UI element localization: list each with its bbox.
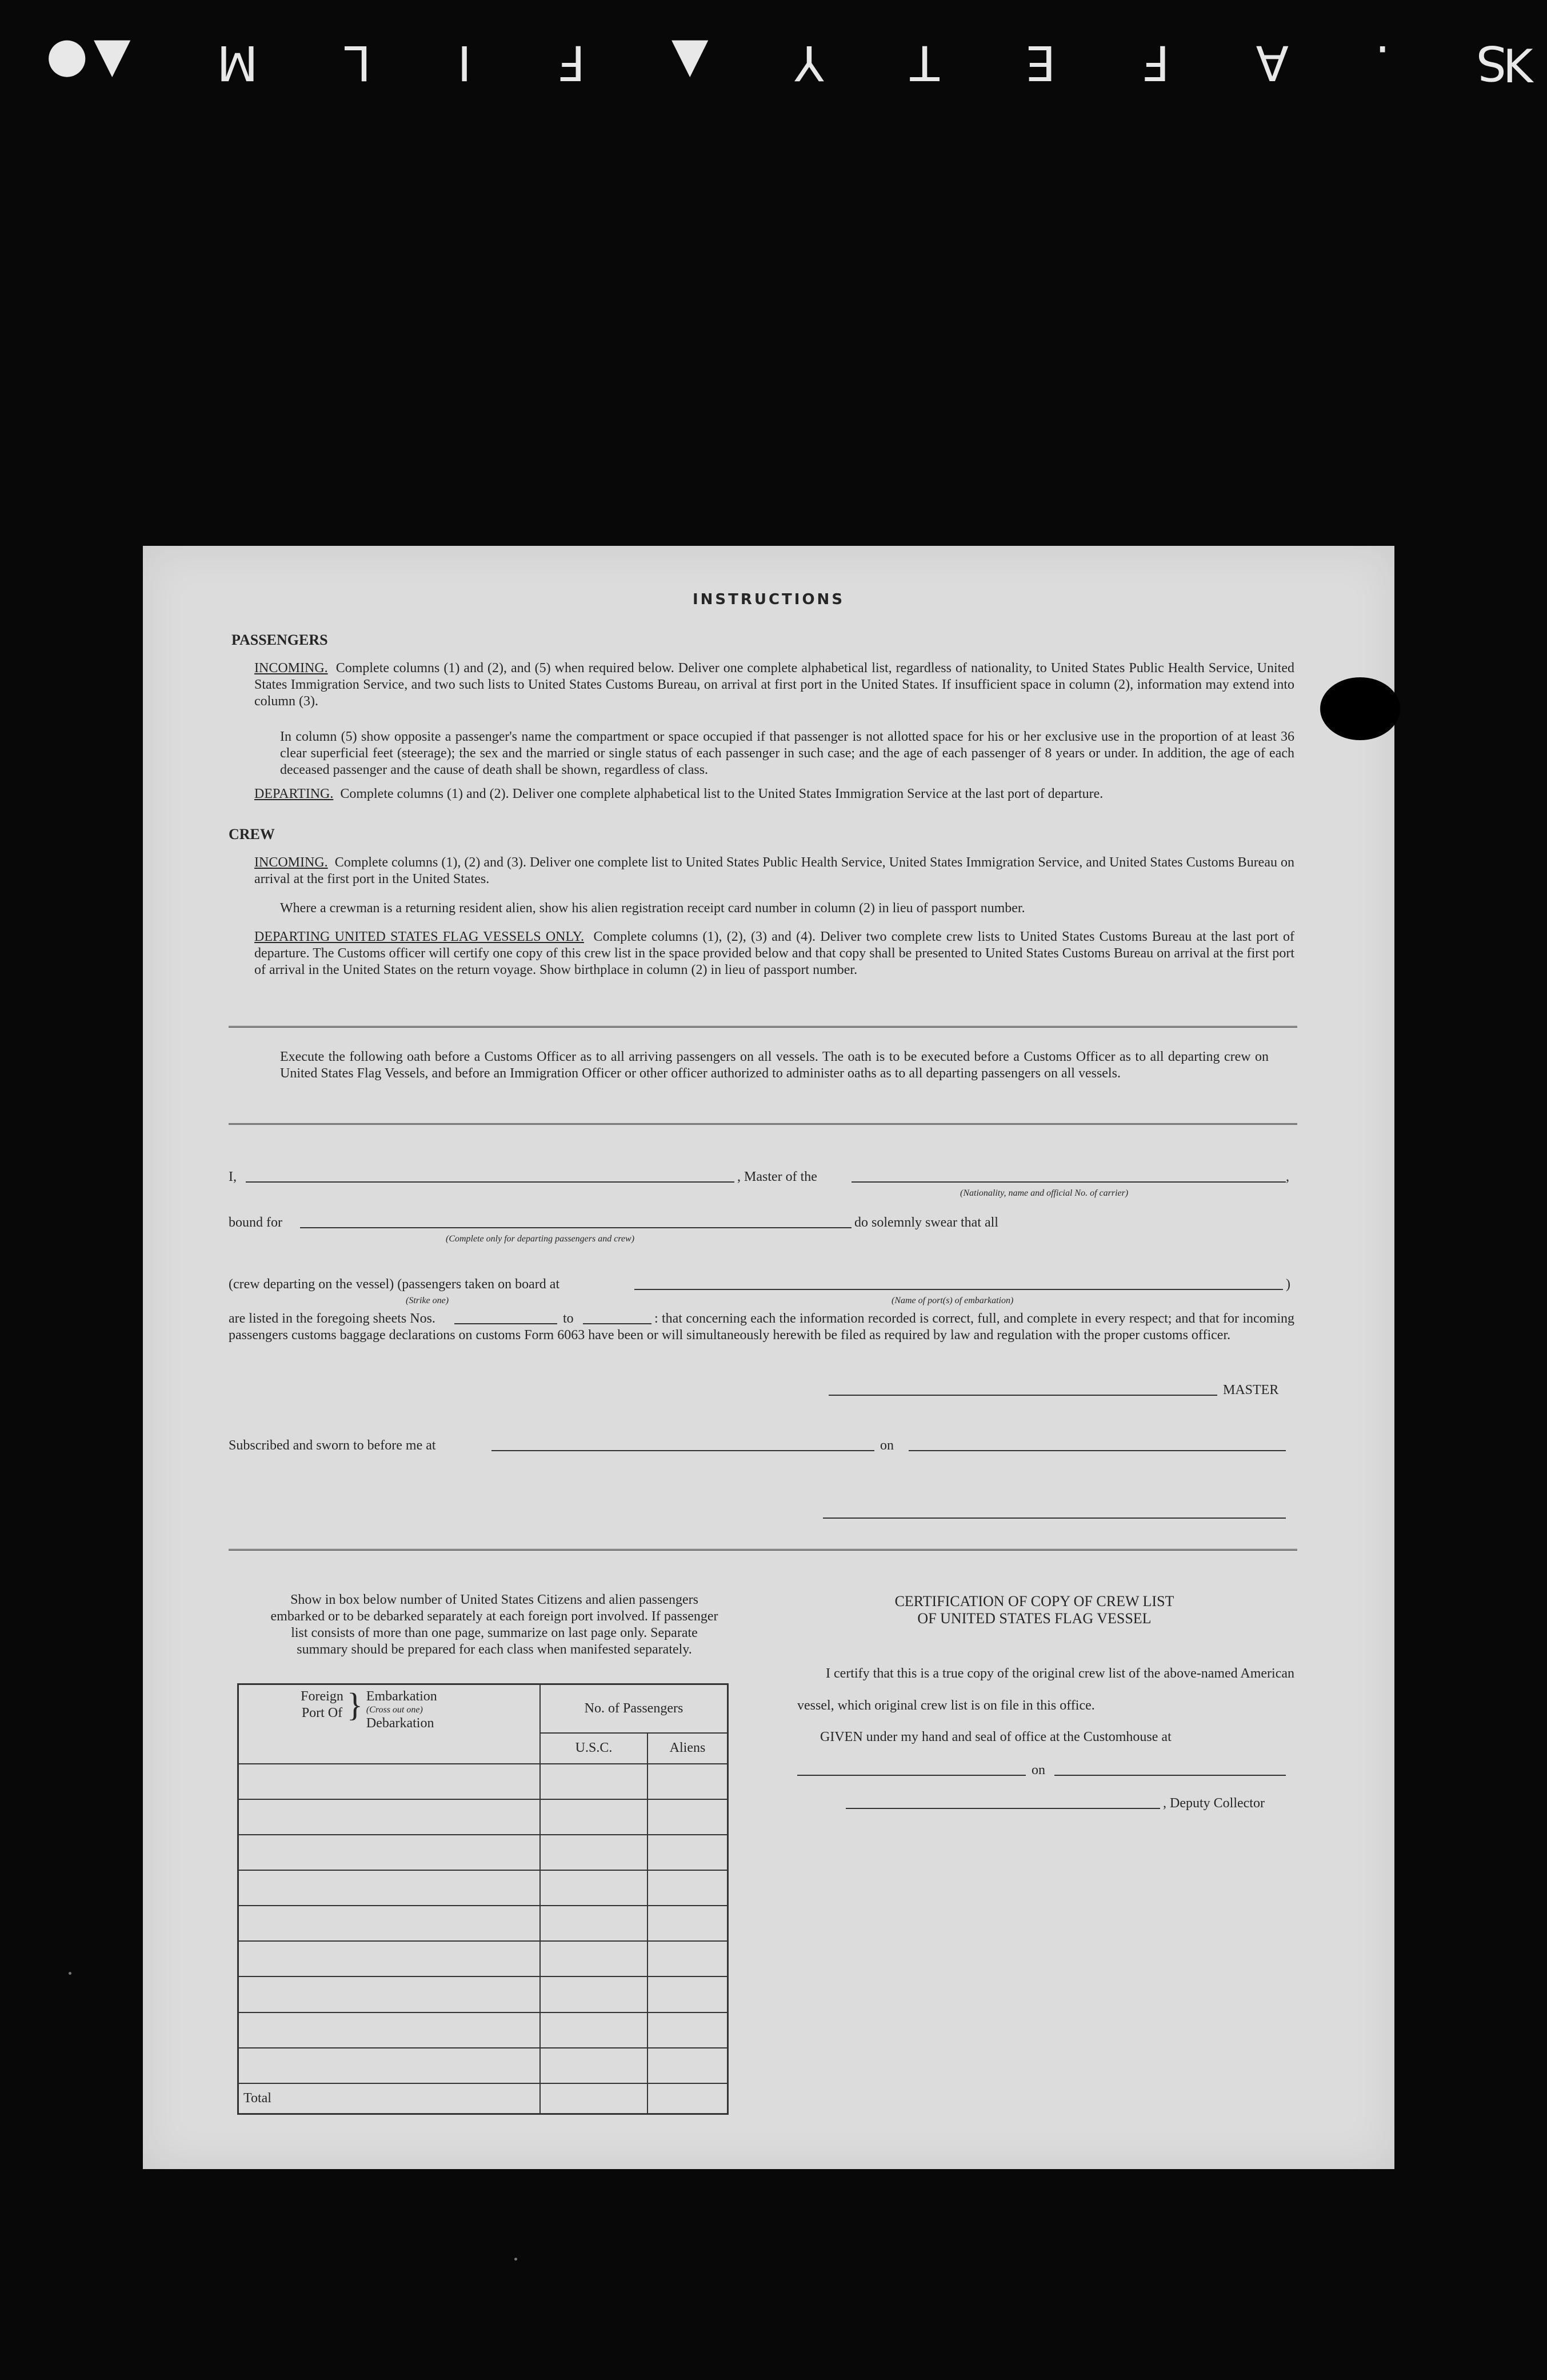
film-letter: T — [904, 35, 940, 91]
port-cell[interactable] — [238, 1906, 541, 1941]
usc-cell[interactable] — [540, 2012, 647, 2048]
crew-departing — [254, 929, 1294, 979]
summary-intro: Show in box below number of United States Citizens and alien passengers embarked or to be debarked separately at each foreign port involved. If passenger list consists of more than one page, summarize on last page only. Separate summary should be prepared for each class when manifested separately. — [270, 1592, 718, 1657]
aliens-cell[interactable] — [647, 1870, 728, 1906]
aliens-cell[interactable] — [647, 2012, 728, 2048]
crew-incoming — [254, 854, 1294, 888]
oath-sheets-pre: are listed in the foregoing sheets Nos. — [229, 1311, 435, 1326]
no-passengers-header: No. of Passengers — [540, 1684, 728, 1734]
oath-swear: do solemnly swear that all — [854, 1215, 998, 1230]
port-cell[interactable] — [238, 1941, 541, 1976]
film-letter: F — [1136, 35, 1170, 91]
passengers-column5: In column (5) show opposite a passenger's name the compartment or space occupied if that passenger is not allotted space for his or her exclusive use in the proportion of at least 36 clear superficial feet (steerage); the sex and the married or single status of each passenger in such case; and the age of each passenger of 8 years or under. In addition, the age of each deceased passenger and the cause of death shall be shown, regardless of class. — [280, 729, 1294, 777]
document-sheet: INSTRUCTIONS PASSENGERS INCOMING. Complete columns (1) and (2), and (5) when required below. Deliver one complete alphabetical list, regardless of nationality, to United States Public Health Service, United States Immigration Service, and two such lists to United States Customs Bureau, on arrival at first port in the United States. If insufficient space in column (2), information may extend into column (3). In column (5) show opposite a passenger's name the compartment or space occupied if that passenger is not allotted space for his or her exclusive use in the proportion of at least 36 clear superficial feet (steerage); the sex and the married or single status of each passenger in such case; and the age of each passenger of 8 years or under. In addition, the age of each deceased passenger and the cause of death shall be shown, regardless of class. DEPARTING. Complete columns (1) and (2). Deliver one complete alphabetical list to the United States Immigration Service at the last port of departure. CREW INCOMING. Complete columns (1), (2) and (3). Deliver one complete list to United States Public Health Service, United States Immigration Service, and United States Customs Bureau on arrival at the first port in the United States. Where a crewman is a returning resident alien, show his alien registration receipt card number in column (2) in lieu of passport number. DEPARTING UNITED STATES FLAG VESSELS ONLY. Complete columns (1), (2), (3) and (4). Deliver two complete crew lists to United States Customs Bureau at the last port of departure. The Customs officer will certify one copy of this crew list in the space provided below and that copy shall be presented to United States Customs Bureau on arrival at the first port of arrival in the United States on the return voyage. Show birthplace in column (2) in lieu of passport number. Execute the following oath before a Customs Officer as to all arriving passengers on all vessels. The oath is to be executed before a Customs Officer as to all departing crew on United States Flag Vessels, and before an Immigration Officer or other officer authorized to administer oaths as to all departing passengers on all vessels. I, , Master of the , (Nationality, name and official No. of carrier) bound for do solemnly swear that all (Complete only for departing passengers and crew) (crew departing on the vessel) (passengers taken on board at ) (Strike one) (Name of port(s) of embarkation) are listed in the foregoing sheets Nos. to : that concerning each the information recorded is correct, full, and complete in every respect; and that for incoming passengers customs baggage declarations on customs Form 6063 have been or will simultaneously herewith be filed as required by law and regulation with the proper customs officer. MASTER Subscribed and sworn to before me at on Show in box below number of United States Citizens and alien passengers embarked or to be debarked separately at each foreign port involved. If passenger list consists of more than one page, summarize on last page only. Separate summary should be prepared for each class when manifested separately. Foreign Port Of } Embarkation (Cross out one) Debarkation No. of Passengers U.S.C. Aliens Total CERTIFICATION OF COPY OF CREW LIST OF UNITED STATES FLAG VESSEL I certify that this is a true copy of the original crew list of the above-named American vessel, which original crew list is on file in this office. GIVEN under my hand and seal of office at the Customhouse at on , Deputy Collector — [143, 546, 1394, 2169]
passengers-incoming-text: Complete columns (1) and (2), and (5) when required below. Deliver one complete alphabetical list, regardless of nationality, to United States Public Health Service, United States Immigration Service, and two such lists to United States Customs Bureau, on arrival at first port in the United States. If insufficient space in column (2), information may extend into column (3). — [254, 661, 1295, 709]
oath-intro: Execute the following oath before a Customs Officer as to all arriving passengers on all vessels. The oath is to be executed before a Customs Officer as to all departing crew on United States Flag Vessels, and before an Immigration Officer or other officer authorized to administer oaths as to all departing passengers on all vessels. — [280, 1049, 1269, 1081]
ink-blot — [1320, 677, 1400, 740]
aliens-cell[interactable] — [647, 2048, 728, 2083]
crew-departing-label: DEPARTING UNITED STATES FLAG VESSELS ONLY. — [254, 929, 584, 944]
oath-i-label: I, — [229, 1169, 237, 1184]
bound-for-caption: (Complete only for departing passengers and crew) — [446, 1234, 635, 1244]
subscribed-label: Subscribed and sworn to before me at — [229, 1438, 436, 1453]
film-letter: F — [551, 35, 586, 91]
usc-cell[interactable] — [540, 1870, 647, 1906]
oath-crew-passengers: (crew departing on the vessel) (passengers taken on board at — [229, 1277, 560, 1292]
film-letter: . — [1369, 35, 1390, 91]
crew-crewman-note: Where a crewman is a returning resident alien, show his alien registration receipt card number in column (2) in lieu of passport number. — [280, 901, 1025, 916]
aliens-cell[interactable] — [647, 1976, 728, 2012]
certification-date-line[interactable] — [1054, 1775, 1286, 1776]
crew-heading: CREW — [229, 826, 275, 842]
passenger-summary-table — [237, 1683, 729, 2115]
certification-text: I certify that this is a true copy of the original crew list of the above-named American vessel, which original crew list is on file in this office. — [797, 1666, 1294, 1713]
deputy-collector-label: , Deputy Collector — [1163, 1796, 1265, 1811]
ports-caption: (Name of port(s) of embarkation) — [892, 1296, 1014, 1305]
passengers-departing-label: DEPARTING. — [254, 786, 334, 801]
certification-title-2: OF UNITED STATES FLAG VESSEL — [917, 1610, 1152, 1627]
film-letter: Y — [789, 35, 824, 91]
usc-header: U.S.C. — [540, 1733, 647, 1764]
certification-title-1: CERTIFICATION OF COPY OF CREW LIST — [894, 1593, 1174, 1610]
master-name-line[interactable] — [246, 1181, 734, 1183]
port-cell[interactable] — [238, 1764, 541, 1799]
film-letter: ▲ — [665, 35, 709, 91]
passengers-departing — [254, 786, 1294, 802]
film-letter: I — [451, 35, 471, 91]
divider — [229, 1026, 1297, 1031]
aliens-cell[interactable] — [647, 1799, 728, 1835]
divider — [229, 1549, 1297, 1554]
officer-signature-line[interactable] — [823, 1518, 1286, 1519]
scan-speck — [69, 1972, 71, 1975]
port-cell[interactable] — [238, 1870, 541, 1906]
deputy-signature-line[interactable] — [846, 1808, 1160, 1809]
passengers-heading: PASSENGERS — [231, 632, 328, 648]
usc-cell[interactable] — [540, 1799, 647, 1835]
film-letter: A — [1250, 35, 1289, 91]
scan-speck — [514, 2258, 517, 2261]
usc-cell[interactable] — [540, 1941, 647, 1976]
certification-on-label: on — [1032, 1763, 1045, 1778]
crew-departing-text: Complete columns (1), (2), (3) and (4). Deliver two complete crew lists to United States Customs Bureau at the last port of departure. The Customs officer will certify one copy of this crew list in the space provided below and that copy shall be presented to United States Customs Bureau on arrival at the first port of arrival in the United States on the return voyage. Show birthplace in column (2) in lieu of passport number. — [254, 929, 1294, 977]
total-label-cell: Total — [238, 2083, 541, 2114]
certification-given: GIVEN under my hand and seal of office at the Customhouse at — [820, 1730, 1172, 1744]
aliens-cell[interactable] — [647, 1835, 728, 1870]
port-cell[interactable] — [238, 2048, 541, 2083]
usc-cell[interactable] — [540, 1976, 647, 2012]
film-strip-header — [0, 23, 1547, 103]
port-cell[interactable] — [238, 2012, 541, 2048]
film-letter: L — [338, 35, 371, 91]
film-edge-letter: K — [1503, 40, 1533, 93]
subscribed-date-line[interactable] — [909, 1450, 1286, 1451]
subscribed-on-label: on — [880, 1438, 894, 1453]
passengers-departing-text: Complete columns (1) and (2). Deliver one complete alphabetical list to the United States Immigration Service at the last port of departure. — [340, 786, 1104, 801]
film-letter: E — [1020, 35, 1056, 91]
carrier-caption: (Nationality, name and official No. of carrier) — [960, 1188, 1129, 1198]
usc-cell[interactable] — [540, 1906, 647, 1941]
debarkation-label: Debarkation — [366, 1716, 434, 1731]
port-cell[interactable] — [238, 1835, 541, 1870]
aliens-header: Aliens — [647, 1733, 728, 1764]
port-cell[interactable] — [238, 1976, 541, 2012]
foreign-port-of-label: Foreign Port Of — [301, 1689, 343, 1720]
embarkation-label: Embarkation — [366, 1689, 437, 1704]
oath-sheets-post: : that concerning each the information recorded is correct, full, and complete in every respect; and that for incoming passengers customs baggage declarations on customs Form 6063 have been or will simultaneously herewith be filed as required by law and regulation with the proper customs officer. — [229, 1311, 1294, 1343]
aliens-cell[interactable] — [647, 1906, 728, 1941]
total-aliens-cell[interactable] — [647, 2083, 728, 2114]
usc-cell[interactable] — [540, 1835, 647, 1870]
crew-incoming-label: INCOMING. — [254, 855, 328, 870]
cross-out-label: (Cross out one) — [366, 1705, 423, 1715]
crew-incoming-text: Complete columns (1), (2) and (3). Deliver one complete list to United States Public Health Service, United States Immigration Service, and United States Customs Bureau on arrival at the first port in the United States. — [254, 855, 1295, 886]
passengers-incoming — [254, 660, 1294, 710]
customhouse-line[interactable] — [797, 1775, 1026, 1776]
film-letter: M — [211, 35, 258, 91]
usc-cell[interactable] — [540, 1764, 647, 1799]
oath-bound-for: bound for — [229, 1215, 282, 1230]
divider — [229, 1123, 1297, 1128]
master-signature-line[interactable] — [829, 1395, 1217, 1396]
aliens-cell[interactable] — [647, 1941, 728, 1976]
subscribed-place-line[interactable] — [491, 1450, 874, 1451]
film-letter: S — [1470, 35, 1507, 91]
usc-cell[interactable] — [540, 2048, 647, 2083]
aliens-cell[interactable] — [647, 1764, 728, 1799]
master-label: MASTER — [1223, 1383, 1279, 1397]
port-cell[interactable] — [238, 1799, 541, 1835]
total-usc-cell[interactable] — [540, 2083, 647, 2114]
oath-sheets-to: to — [563, 1311, 574, 1326]
strike-one-caption: (Strike one) — [406, 1296, 449, 1305]
bound-for-line[interactable] — [300, 1227, 852, 1228]
carrier-line[interactable] — [852, 1181, 1286, 1183]
page-title: INSTRUCTIONS — [692, 591, 845, 608]
port-header-cell: Foreign Port Of } Embarkation (Cross out one) Debarkation — [238, 1684, 541, 1764]
embarkation-port-line[interactable] — [634, 1289, 1283, 1290]
oath-master-of: , Master of the — [737, 1169, 817, 1184]
passengers-incoming-label: INCOMING. — [254, 661, 328, 676]
film-letter: ▲● — [40, 35, 131, 91]
